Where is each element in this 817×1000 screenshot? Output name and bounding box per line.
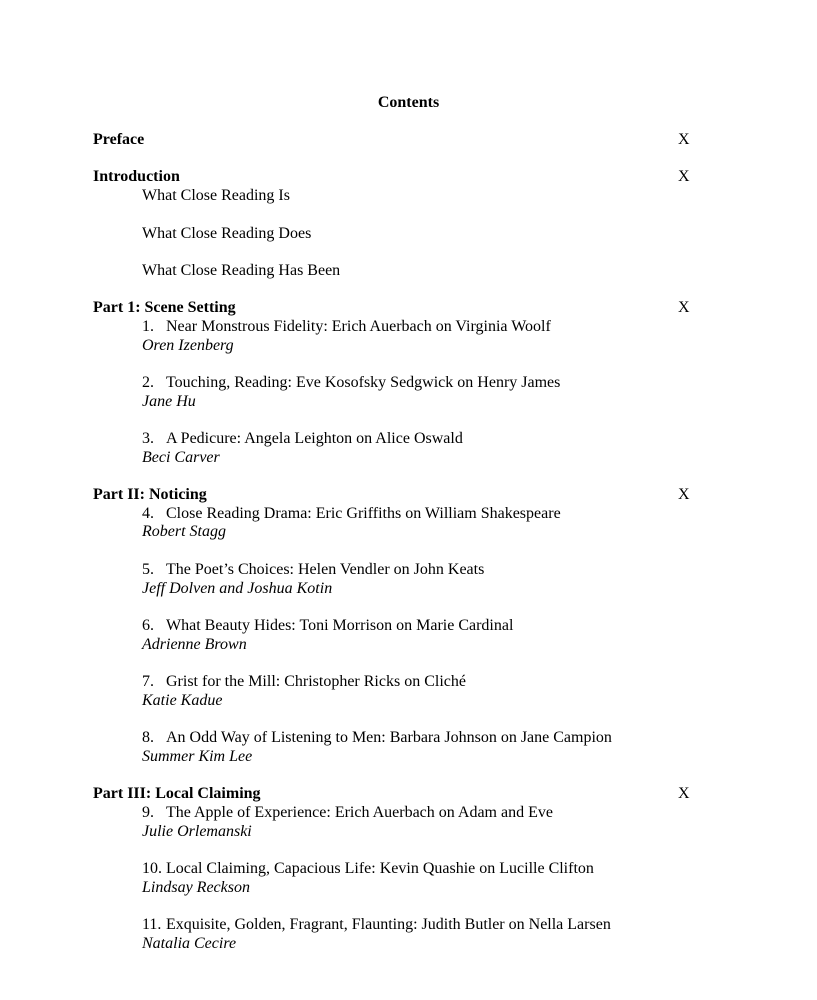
chapter-author: Robert Stagg (142, 523, 226, 540)
chapter-title: Close Reading Drama: Eric Griffiths on William Shakespeare (166, 505, 561, 522)
chapter-author: Katie Kadue (142, 692, 223, 709)
chapter-title: The Poet’s Choices: Helen Vendler on John Keats (166, 561, 485, 578)
chapter-author: Julie Orlemanski (142, 823, 252, 840)
introduction-page-marker: X (678, 168, 690, 185)
chapter-entry (142, 318, 551, 337)
chapter-title: What Beauty Hides: Toni Morrison on Marie Cardinal (166, 617, 514, 634)
chapter-number: 7. (142, 673, 154, 690)
introduction-subsection: What Close Reading Does (142, 225, 312, 242)
chapter-number: 1. (142, 318, 154, 335)
introduction-subsection: What Close Reading Has Been (142, 262, 341, 279)
chapter-entry (142, 374, 560, 393)
part-3-page-marker: X (678, 785, 690, 802)
chapter-number: 6. (142, 617, 154, 634)
chapter-entry (142, 561, 484, 580)
chapter-title: An Odd Way of Listening to Men: Barbara Johnson on Jane Campion (166, 729, 612, 746)
chapter-title: Local Claiming, Capacious Life: Kevin Quashie on Lucille Clifton (166, 860, 594, 877)
chapter-author: Natalia Cecire (142, 935, 237, 952)
chapter-title: Exquisite, Golden, Fragrant, Flaunting: Judith Butler on Nella Larsen (166, 916, 611, 933)
chapter-title: The Apple of Experience: Erich Auerbach on Adam and Eve (166, 804, 553, 821)
chapter-number: 5. (142, 561, 154, 578)
part-2-heading: Part II: Noticing (93, 486, 207, 503)
chapter-title: Grist for the Mill: Christopher Ricks on Cliché (166, 673, 466, 690)
chapter-number: 8. (142, 729, 154, 746)
page-title: Contents (377, 94, 440, 111)
chapter-entry (142, 505, 561, 524)
chapter-title: A Pedicure: Angela Leighton on Alice Oswald (166, 430, 463, 447)
chapter-author: Lindsay Reckson (142, 879, 250, 896)
chapter-number: 3. (142, 430, 154, 447)
chapter-number: 4. (142, 505, 154, 522)
chapter-entry (142, 860, 594, 879)
chapter-entry (142, 673, 466, 692)
chapter-entry (142, 617, 513, 636)
chapter-author: Adrienne Brown (142, 636, 247, 653)
chapter-entry (142, 729, 612, 748)
chapter-entry (142, 916, 611, 935)
introduction-subsection: What Close Reading Is (142, 187, 290, 204)
part-1-page-marker: X (678, 299, 690, 316)
chapter-author: Beci Carver (142, 449, 220, 466)
part-1-heading: Part 1: Scene Setting (93, 299, 236, 316)
chapter-number: 11. (142, 916, 162, 933)
part-3-heading: Part III: Local Claiming (93, 785, 261, 802)
chapter-number: 10. (142, 860, 162, 877)
chapter-title: Touching, Reading: Eve Kosofsky Sedgwick on Henry James (166, 374, 561, 391)
chapter-author: Jeff Dolven and Joshua Kotin (142, 580, 333, 597)
chapter-number: 9. (142, 804, 154, 821)
chapter-number: 2. (142, 374, 154, 391)
preface-heading: Preface (93, 131, 145, 148)
chapter-title: Near Monstrous Fidelity: Erich Auerbach on Virginia Woolf (166, 318, 551, 335)
chapter-entry (142, 804, 553, 823)
chapter-author: Summer Kim Lee (142, 748, 253, 765)
part-2-page-marker: X (678, 486, 690, 503)
chapter-author: Jane Hu (142, 393, 196, 410)
preface-page-marker: X (678, 131, 690, 148)
chapter-entry (142, 430, 463, 449)
chapter-author: Oren Izenberg (142, 337, 234, 354)
introduction-heading: Introduction (93, 168, 180, 185)
